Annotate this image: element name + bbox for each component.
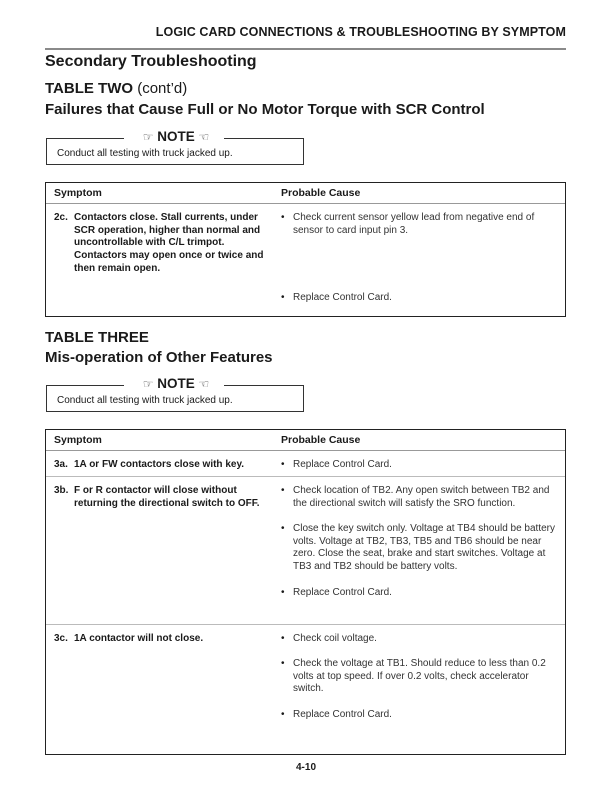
table-two [45, 182, 566, 317]
cause-text: Check location of TB2. Any open switch between TB2 and the directional switch will satisfy the SRO function. [293, 485, 550, 509]
bullet-icon: • [281, 523, 285, 534]
symptom-cell [46, 477, 281, 624]
pointing-hand-left-icon: ☜ [198, 130, 210, 144]
running-header: LOGIC CARD CONNECTIONS & TROUBLESHOOTING BY SYMPTOM [155, 25, 566, 39]
table-three-subtitle: Mis-operation of Other Features [45, 349, 273, 366]
pointing-hand-right-icon: ☞ [142, 377, 154, 391]
bullet-icon: • [281, 633, 285, 644]
cause-item [281, 292, 555, 305]
cause-item [281, 587, 555, 600]
cause-text: Check coil voltage. [293, 633, 377, 644]
cause-cell [281, 625, 565, 753]
table-two-title-bold: TABLE TWO [45, 80, 134, 97]
cause-item [281, 633, 555, 658]
table-three [45, 429, 566, 755]
cause-text: Replace Control Card. [293, 709, 392, 720]
pointing-hand-right-icon: ☞ [142, 130, 154, 144]
page-number: 4-10 [295, 762, 316, 773]
cause-cell [281, 204, 565, 314]
section-title: Secondary Troubleshooting [45, 53, 257, 70]
symptom-text: 1A or FW contactors close with key. [74, 459, 245, 470]
bullet-icon: • [281, 485, 285, 496]
note-label [130, 376, 222, 392]
symptom-cell [46, 204, 281, 314]
symptom-text: F or R contactor will close without returning the directional switch to OFF. [74, 485, 260, 509]
table-header [46, 183, 565, 204]
symptom-cell [46, 451, 281, 476]
bullet-icon: • [281, 658, 285, 669]
table-header [46, 430, 565, 451]
note-box-table-three [46, 376, 304, 412]
symptom-number: 3a. [54, 459, 68, 470]
table-row [46, 204, 565, 314]
note-rule-right [224, 138, 304, 139]
table-two-title [45, 80, 187, 97]
table-three-title [45, 329, 149, 346]
note-text: Conduct all testing with truck jacked up. [57, 148, 233, 159]
bullet-icon: • [281, 587, 285, 598]
note-rule-left [46, 138, 124, 139]
cause-text: Replace Control Card. [293, 292, 392, 303]
symptom-number: 3c. [54, 633, 68, 644]
note-label-text: NOTE [157, 376, 195, 391]
cause-text: Check current sensor yellow lead from negative end of sensor to card input pin 3. [293, 212, 535, 236]
pointing-hand-left-icon: ☜ [198, 377, 210, 391]
cause-text: Check the voltage at TB1. Should reduce to less than 0.2 volts at top speed. If over 0.2 volts, check accelerator switch. [293, 658, 546, 695]
cause-item [281, 709, 555, 722]
symptom-text: 1A contactor will not close. [74, 633, 204, 644]
table-two-subtitle: Failures that Cause Full or No Motor Torque with SCR Control [45, 101, 485, 118]
table-two-title-cont: (cont’d) [137, 80, 188, 97]
cause-text: Replace Control Card. [293, 459, 392, 470]
column-header-symptom: Symptom [54, 434, 102, 446]
note-rule-left [46, 385, 124, 386]
cause-item [281, 459, 555, 472]
symptom-cell [46, 625, 281, 753]
table-row [46, 625, 565, 753]
bullet-icon: • [281, 212, 285, 223]
note-box-table-two [46, 129, 304, 165]
symptom-number: 2c. [54, 212, 68, 223]
table-row [46, 477, 565, 625]
column-header-symptom: Symptom [54, 187, 102, 199]
cause-cell [281, 451, 565, 476]
cause-text: Close the key switch only. Voltage at TB4 should be battery volts. Voltage at TB2, TB3, TB5 and TB6 should be near zero. Close the seat, brake and start switches. Voltage at TB3 and TB2 should be battery volts. [293, 523, 556, 573]
bullet-icon: • [281, 459, 285, 470]
note-text: Conduct all testing with truck jacked up. [57, 395, 233, 406]
cause-text: Replace Control Card. [293, 587, 392, 598]
cause-item [281, 212, 555, 292]
table-row [46, 451, 565, 477]
note-label [130, 129, 222, 145]
cause-item [281, 658, 555, 709]
table-three-title-bold: TABLE THREE [45, 329, 149, 346]
note-label-text: NOTE [157, 129, 195, 144]
header-rule [45, 48, 566, 50]
note-rule-right [224, 385, 304, 386]
column-header-probable-cause: Probable Cause [281, 434, 361, 446]
symptom-text: Contactors close. Stall currents, under SCR operation, higher than normal and uncontrollable with C/L trimpot. Contactors may open once or twice and then remain open. [74, 212, 264, 274]
bullet-icon: • [281, 292, 285, 303]
cause-item [281, 485, 555, 523]
cause-cell [281, 477, 565, 624]
symptom-number: 3b. [54, 485, 69, 496]
bullet-icon: • [281, 709, 285, 720]
cause-item [281, 523, 555, 587]
column-header-probable-cause: Probable Cause [281, 187, 361, 199]
